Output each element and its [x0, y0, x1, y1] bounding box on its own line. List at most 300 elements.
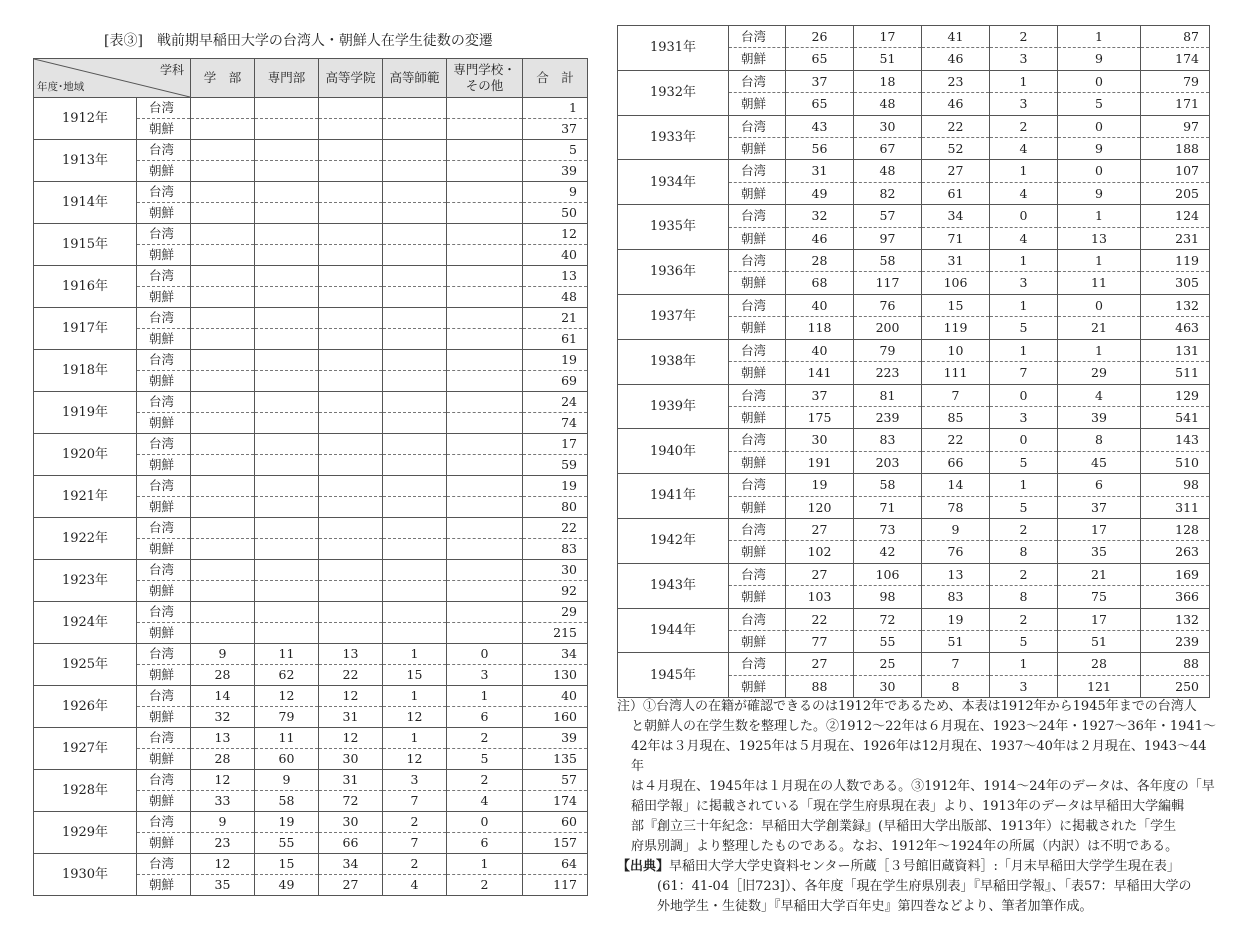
value-cell: [383, 266, 447, 287]
value-cell: 1: [990, 474, 1058, 496]
value-cell: 28: [191, 665, 255, 686]
table-right-body: [618, 26, 1210, 698]
value-cell: [255, 455, 319, 476]
value-cell: 111: [922, 362, 990, 384]
value-cell: 1: [990, 250, 1058, 272]
value-cell: [319, 476, 383, 497]
value-cell: 30: [319, 812, 383, 833]
region-cell: 朝鮮: [729, 182, 786, 204]
total-cell: 132: [1141, 608, 1210, 630]
header-corner-subject: 学科: [159, 63, 184, 77]
value-cell: 12: [319, 728, 383, 749]
header-total: 合 計: [523, 59, 588, 98]
value-cell: [191, 623, 255, 644]
value-cell: [447, 350, 523, 371]
year-cell: 1942年: [618, 518, 729, 563]
region-cell: 朝鮮: [137, 497, 191, 518]
value-cell: 46: [922, 93, 990, 115]
value-cell: 17: [1058, 608, 1141, 630]
total-cell: 511: [1141, 362, 1210, 384]
total-cell: 64: [523, 854, 588, 875]
value-cell: 79: [854, 339, 922, 361]
region-cell: 台湾: [137, 686, 191, 707]
year-cell: 1944年: [618, 608, 729, 653]
value-cell: 9: [191, 812, 255, 833]
value-cell: 98: [854, 586, 922, 608]
value-cell: 1: [1058, 339, 1141, 361]
value-cell: 56: [786, 138, 854, 160]
value-cell: 22: [319, 665, 383, 686]
region-cell: 朝鮮: [729, 272, 786, 294]
total-cell: 59: [523, 455, 588, 476]
value-cell: [255, 413, 319, 434]
region-cell: 台湾: [729, 26, 786, 48]
value-cell: 2: [447, 728, 523, 749]
value-cell: [191, 329, 255, 350]
value-cell: 66: [922, 451, 990, 473]
value-cell: [383, 371, 447, 392]
table-row: [618, 518, 1210, 540]
value-cell: 83: [922, 586, 990, 608]
value-cell: 117: [854, 272, 922, 294]
value-cell: 1: [1058, 205, 1141, 227]
value-cell: [191, 98, 255, 119]
value-cell: 65: [786, 48, 854, 70]
value-cell: [447, 119, 523, 140]
value-cell: 48: [854, 160, 922, 182]
year-cell: 1928年: [34, 770, 137, 812]
total-cell: 132: [1141, 294, 1210, 316]
notes-section: [617, 697, 1217, 917]
table-row: [618, 115, 1210, 137]
region-cell: 台湾: [137, 98, 191, 119]
region-cell: 台湾: [137, 266, 191, 287]
value-cell: 2: [990, 115, 1058, 137]
table-row: [618, 474, 1210, 496]
value-cell: 7: [383, 791, 447, 812]
value-cell: [383, 455, 447, 476]
total-cell: 541: [1141, 406, 1210, 428]
value-cell: 103: [786, 586, 854, 608]
value-cell: 5: [447, 749, 523, 770]
value-cell: [383, 392, 447, 413]
value-cell: 19: [922, 608, 990, 630]
value-cell: 51: [922, 630, 990, 652]
header-row: [34, 59, 588, 98]
region-cell: 朝鮮: [729, 227, 786, 249]
table-row: [34, 728, 588, 749]
total-cell: 174: [1141, 48, 1210, 70]
value-cell: 3: [383, 770, 447, 791]
value-cell: [447, 98, 523, 119]
value-cell: 102: [786, 541, 854, 563]
year-cell: 1936年: [618, 250, 729, 295]
value-cell: [383, 224, 447, 245]
total-cell: 174: [523, 791, 588, 812]
total-cell: 131: [1141, 339, 1210, 361]
value-cell: 14: [922, 474, 990, 496]
note-text: 注）①台湾人の在籍が確認できるのは1912年であるため、本表は1912年から1945年までの台湾人 と朝鮮人の在学生数を整理した。②1912〜22年は６月現在、1923〜24年・1927〜36年・1941〜 42年は３月現在、1925年は５月現在、1926年は12月現在、1937〜40年は２月現在、1943〜44年 は４月現在、1945年は１月現在の人数である。③1912年、1914〜24年のデータは、各年度の「早 稲田学報」に掲載されている「現在学生府県現在表」より、1913年のデータは早稲田大学編輯 部『創立三十年紀念：早稲田大学創業録』(早稲田大学出版部、1913年）に掲載された「学生 府県別調」より整理したものである。なお、1912年〜1924年の所属（内訳）は不明である。: [617, 699, 1216, 854]
value-cell: [383, 161, 447, 182]
total-cell: 130: [523, 665, 588, 686]
value-cell: [447, 371, 523, 392]
total-cell: 107: [1141, 160, 1210, 182]
value-cell: 27: [922, 160, 990, 182]
region-cell: 朝鮮: [137, 329, 191, 350]
value-cell: 82: [854, 182, 922, 204]
total-cell: 311: [1141, 496, 1210, 518]
value-cell: 9: [255, 770, 319, 791]
value-cell: [255, 308, 319, 329]
year-cell: 1934年: [618, 160, 729, 205]
value-cell: 1: [383, 686, 447, 707]
value-cell: 1: [383, 728, 447, 749]
region-cell: 台湾: [137, 140, 191, 161]
year-cell: 1916年: [34, 266, 137, 308]
value-cell: 12: [255, 686, 319, 707]
value-cell: [383, 560, 447, 581]
value-cell: 57: [854, 205, 922, 227]
header-senmonbu: 専門部: [255, 59, 319, 98]
region-cell: 朝鮮: [137, 203, 191, 224]
region-cell: 台湾: [137, 308, 191, 329]
value-cell: 25: [854, 653, 922, 675]
value-cell: 3: [990, 93, 1058, 115]
total-cell: 69: [523, 371, 588, 392]
value-cell: 46: [786, 227, 854, 249]
table-row: [34, 98, 588, 119]
value-cell: 6: [1058, 474, 1141, 496]
table-row: [34, 266, 588, 287]
value-cell: 55: [255, 833, 319, 854]
table-row: [34, 770, 588, 791]
year-cell: 1919年: [34, 392, 137, 434]
region-cell: 台湾: [729, 474, 786, 496]
value-cell: 52: [922, 138, 990, 160]
value-cell: 37: [786, 384, 854, 406]
value-cell: 9: [1058, 48, 1141, 70]
value-cell: [383, 602, 447, 623]
region-cell: 台湾: [729, 70, 786, 92]
value-cell: 1: [1058, 250, 1141, 272]
value-cell: [255, 350, 319, 371]
value-cell: 31: [319, 770, 383, 791]
value-cell: [447, 287, 523, 308]
value-cell: [383, 518, 447, 539]
value-cell: [191, 203, 255, 224]
year-cell: 1926年: [34, 686, 137, 728]
value-cell: [447, 182, 523, 203]
value-cell: 81: [854, 384, 922, 406]
value-cell: 2: [990, 518, 1058, 540]
value-cell: 141: [786, 362, 854, 384]
region-cell: 台湾: [729, 429, 786, 451]
total-cell: 157: [523, 833, 588, 854]
value-cell: [191, 266, 255, 287]
year-cell: 1937年: [618, 294, 729, 339]
value-cell: [191, 371, 255, 392]
value-cell: 2: [383, 854, 447, 875]
table-row: [618, 26, 1210, 48]
year-cell: 1940年: [618, 429, 729, 474]
value-cell: [447, 476, 523, 497]
value-cell: [447, 560, 523, 581]
value-cell: 0: [1058, 294, 1141, 316]
region-cell: 朝鮮: [729, 362, 786, 384]
year-cell: 1920年: [34, 434, 137, 476]
value-cell: [191, 350, 255, 371]
total-cell: 74: [523, 413, 588, 434]
value-cell: [447, 455, 523, 476]
value-cell: 32: [191, 707, 255, 728]
value-cell: 27: [786, 563, 854, 585]
value-cell: 175: [786, 406, 854, 428]
table-row: [34, 392, 588, 413]
value-cell: [255, 266, 319, 287]
value-cell: [191, 413, 255, 434]
value-cell: 7: [922, 384, 990, 406]
header-corner: [34, 59, 191, 98]
year-cell: 1912年: [34, 98, 137, 140]
value-cell: [383, 119, 447, 140]
value-cell: [255, 371, 319, 392]
value-cell: 76: [922, 541, 990, 563]
value-cell: 28: [191, 749, 255, 770]
year-cell: 1925年: [34, 644, 137, 686]
total-cell: 231: [1141, 227, 1210, 249]
value-cell: 6: [447, 707, 523, 728]
value-cell: [191, 497, 255, 518]
source-label: 【出典】: [617, 859, 670, 874]
value-cell: 2: [447, 770, 523, 791]
header-other: 専門学校・ その他: [447, 59, 523, 98]
value-cell: 1: [1058, 26, 1141, 48]
region-cell: 朝鮮: [137, 791, 191, 812]
table-row: [618, 250, 1210, 272]
value-cell: [255, 581, 319, 602]
total-cell: 250: [1141, 675, 1210, 697]
value-cell: [255, 518, 319, 539]
region-cell: 台湾: [729, 384, 786, 406]
value-cell: 23: [191, 833, 255, 854]
region-cell: 朝鮮: [137, 455, 191, 476]
value-cell: 0: [1058, 160, 1141, 182]
region-cell: 朝鮮: [137, 413, 191, 434]
value-cell: 85: [922, 406, 990, 428]
value-cell: 106: [854, 563, 922, 585]
region-cell: 台湾: [137, 476, 191, 497]
total-cell: 34: [523, 644, 588, 665]
region-cell: 台湾: [729, 339, 786, 361]
table-row: [618, 160, 1210, 182]
value-cell: [383, 476, 447, 497]
value-cell: [319, 518, 383, 539]
value-cell: 76: [854, 294, 922, 316]
value-cell: 83: [854, 429, 922, 451]
value-cell: 3: [990, 406, 1058, 428]
region-cell: 台湾: [729, 563, 786, 585]
value-cell: 7: [922, 653, 990, 675]
value-cell: [191, 119, 255, 140]
region-cell: 台湾: [729, 160, 786, 182]
value-cell: [319, 161, 383, 182]
value-cell: 19: [255, 812, 319, 833]
value-cell: [383, 329, 447, 350]
table-right: [617, 25, 1210, 698]
value-cell: 2: [990, 26, 1058, 48]
region-cell: 台湾: [137, 350, 191, 371]
total-cell: 21: [523, 308, 588, 329]
source-note: [617, 857, 1217, 917]
value-cell: 0: [447, 644, 523, 665]
value-cell: 23: [922, 70, 990, 92]
value-cell: [447, 518, 523, 539]
value-cell: 1: [447, 854, 523, 875]
total-cell: 463: [1141, 317, 1210, 339]
value-cell: [447, 392, 523, 413]
value-cell: [255, 161, 319, 182]
total-cell: 79: [1141, 70, 1210, 92]
value-cell: 0: [990, 429, 1058, 451]
value-cell: [191, 539, 255, 560]
total-cell: 143: [1141, 429, 1210, 451]
value-cell: 15: [383, 665, 447, 686]
year-cell: 1941年: [618, 474, 729, 519]
year-cell: 1917年: [34, 308, 137, 350]
value-cell: 33: [191, 791, 255, 812]
total-cell: 19: [523, 350, 588, 371]
value-cell: 18: [854, 70, 922, 92]
value-cell: 45: [1058, 451, 1141, 473]
value-cell: 11: [255, 644, 319, 665]
value-cell: [447, 308, 523, 329]
table-left-body: [34, 98, 588, 896]
total-cell: 366: [1141, 586, 1210, 608]
region-cell: 朝鮮: [729, 317, 786, 339]
total-cell: 61: [523, 329, 588, 350]
table-row: [34, 434, 588, 455]
value-cell: 12: [319, 686, 383, 707]
table-row: [34, 560, 588, 581]
value-cell: 51: [1058, 630, 1141, 652]
region-cell: 朝鮮: [729, 630, 786, 652]
value-cell: 41: [922, 26, 990, 48]
total-cell: 160: [523, 707, 588, 728]
value-cell: 1: [990, 160, 1058, 182]
region-cell: 台湾: [729, 518, 786, 540]
value-cell: 3: [447, 665, 523, 686]
value-cell: [255, 602, 319, 623]
value-cell: [447, 161, 523, 182]
table-row: [34, 602, 588, 623]
year-cell: 1935年: [618, 205, 729, 250]
value-cell: [383, 182, 447, 203]
value-cell: 30: [319, 749, 383, 770]
total-cell: 12: [523, 224, 588, 245]
value-cell: 4: [447, 791, 523, 812]
value-cell: [255, 434, 319, 455]
value-cell: 9: [191, 644, 255, 665]
region-cell: 朝鮮: [137, 161, 191, 182]
value-cell: [447, 497, 523, 518]
value-cell: 2: [447, 875, 523, 896]
table-row: [34, 224, 588, 245]
total-cell: 239: [1141, 630, 1210, 652]
value-cell: 34: [319, 854, 383, 875]
value-cell: 79: [255, 707, 319, 728]
total-cell: 19: [523, 476, 588, 497]
value-cell: [191, 518, 255, 539]
value-cell: [191, 308, 255, 329]
value-cell: 22: [922, 115, 990, 137]
value-cell: 8: [1058, 429, 1141, 451]
value-cell: [191, 224, 255, 245]
value-cell: 239: [854, 406, 922, 428]
value-cell: 34: [922, 205, 990, 227]
value-cell: 31: [319, 707, 383, 728]
value-cell: 88: [786, 675, 854, 697]
total-cell: 129: [1141, 384, 1210, 406]
value-cell: 4: [990, 182, 1058, 204]
value-cell: [447, 602, 523, 623]
value-cell: [255, 140, 319, 161]
value-cell: 37: [1058, 496, 1141, 518]
region-cell: 朝鮮: [137, 287, 191, 308]
region-cell: 朝鮮: [137, 875, 191, 896]
value-cell: [191, 560, 255, 581]
value-cell: 10: [922, 339, 990, 361]
value-cell: [255, 329, 319, 350]
value-cell: [319, 581, 383, 602]
value-cell: 49: [786, 182, 854, 204]
value-cell: 15: [255, 854, 319, 875]
value-cell: [255, 98, 319, 119]
value-cell: [255, 245, 319, 266]
region-cell: 朝鮮: [729, 675, 786, 697]
table-row: [34, 182, 588, 203]
value-cell: 51: [854, 48, 922, 70]
value-cell: 72: [319, 791, 383, 812]
value-cell: [255, 287, 319, 308]
value-cell: 61: [922, 182, 990, 204]
value-cell: 30: [786, 429, 854, 451]
table-row: [618, 70, 1210, 92]
value-cell: [447, 413, 523, 434]
value-cell: [191, 245, 255, 266]
value-cell: 0: [990, 205, 1058, 227]
value-cell: 62: [255, 665, 319, 686]
value-cell: 40: [786, 339, 854, 361]
value-cell: 22: [922, 429, 990, 451]
value-cell: [255, 119, 319, 140]
total-cell: 169: [1141, 563, 1210, 585]
value-cell: 32: [786, 205, 854, 227]
value-cell: 5: [1058, 93, 1141, 115]
total-cell: 305: [1141, 272, 1210, 294]
header-corner-year-region: 年度･地域: [37, 81, 85, 93]
total-cell: 22: [523, 518, 588, 539]
value-cell: 28: [1058, 653, 1141, 675]
value-cell: 2: [990, 563, 1058, 585]
value-cell: [383, 245, 447, 266]
value-cell: [319, 203, 383, 224]
year-cell: 1923年: [34, 560, 137, 602]
value-cell: 78: [922, 496, 990, 518]
total-cell: 37: [523, 119, 588, 140]
region-cell: 朝鮮: [729, 541, 786, 563]
value-cell: 27: [786, 653, 854, 675]
value-cell: 12: [383, 749, 447, 770]
